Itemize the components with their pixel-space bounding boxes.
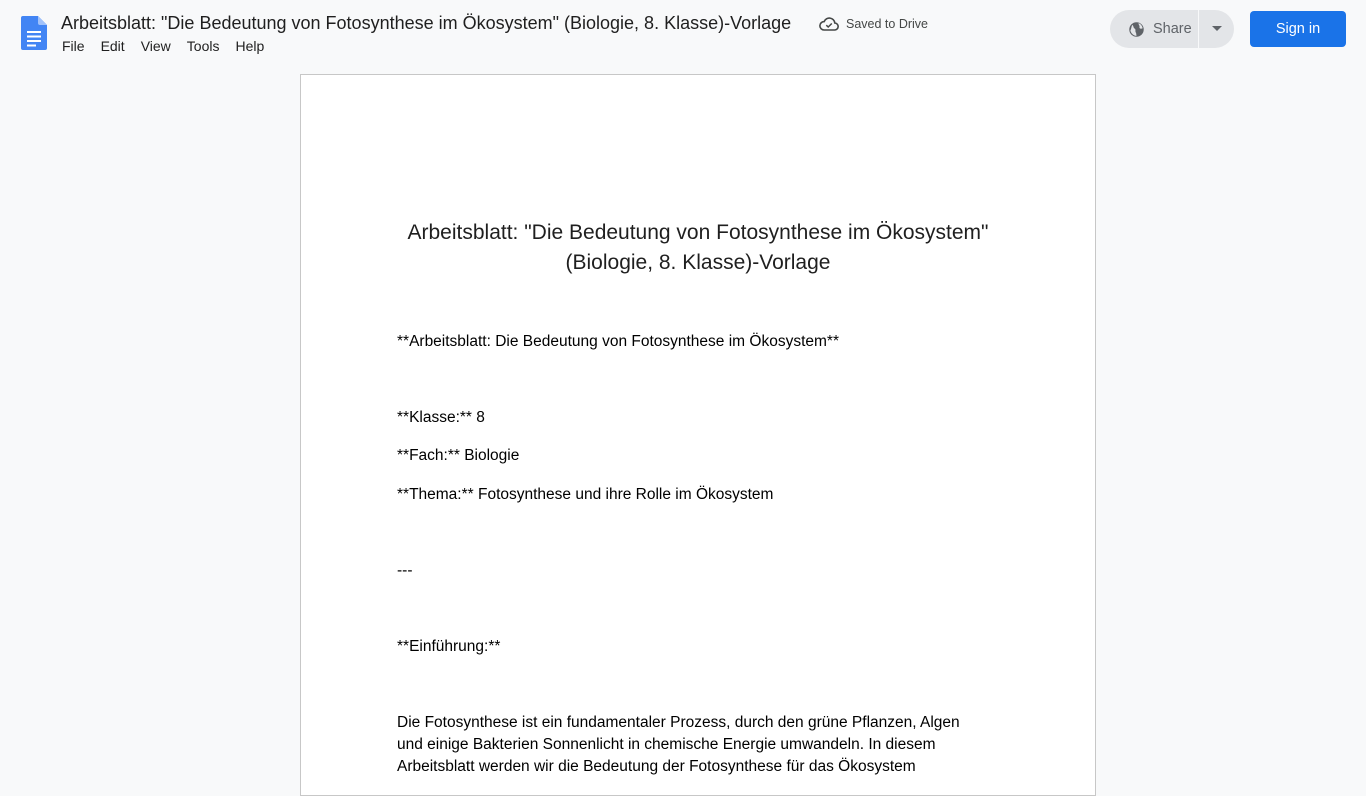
- menu-edit[interactable]: Edit: [100, 38, 125, 54]
- paragraph-title: **Arbeitsblatt: Die Bedeutung von Fotosynthese im Ökosystem**: [397, 333, 839, 350]
- paragraph-fach: **Fach:** Biologie: [397, 447, 520, 464]
- heading-line-1: Arbeitsblatt: "Die Bedeutung von Fotosynthese im Ökosystem": [407, 221, 989, 244]
- menu-bar: [54, 36, 272, 56]
- share-button-group: [1110, 10, 1234, 48]
- menu-tools[interactable]: Tools: [186, 38, 220, 54]
- menu-help[interactable]: Help: [235, 38, 265, 54]
- menu-view[interactable]: View: [140, 38, 171, 54]
- share-button[interactable]: [1110, 10, 1198, 48]
- paragraph-separator: ---: [397, 562, 413, 579]
- paragraph-thema: **Thema:** Fotosynthese und ihre Rolle im Ökosystem: [397, 486, 774, 503]
- document-page[interactable]: [300, 74, 1096, 796]
- paragraph-intro: Die Fotosynthese ist ein fundamentaler Prozess, durch den grüne Pflanzen, Algen und einige Bakterien Sonnenlicht in chemische Energie umwandeln. In diesem Arbeitsblatt werden wir die Bedeutung der Fotosynthese für das Ökosystem: [397, 714, 960, 775]
- save-status-label: Saved to Drive: [846, 17, 928, 31]
- share-options-button[interactable]: [1199, 10, 1234, 48]
- menu-file[interactable]: File: [62, 38, 85, 54]
- save-status[interactable]: [819, 14, 928, 34]
- document-title[interactable]: Arbeitsblatt: "Die Bedeutung von Fotosynthese im Ökosystem" (Biologie, 8. Klasse)-Vorlage: [61, 13, 792, 33]
- paragraph-einfuehrung: **Einführung:**: [397, 638, 501, 655]
- docs-logo-icon[interactable]: [21, 16, 47, 50]
- cloud-done-icon: [819, 17, 839, 31]
- top-bar: [0, 0, 1366, 64]
- sign-in-button[interactable]: Sign in: [1250, 11, 1346, 47]
- paragraph-klasse: **Klasse:** 8: [397, 409, 485, 426]
- caret-down-icon: [1212, 26, 1222, 32]
- globe-icon: [1128, 21, 1145, 38]
- document-heading: [397, 218, 999, 278]
- share-button-label: Share: [1153, 21, 1192, 37]
- heading-line-2: (Biologie, 8. Klasse)-Vorlage: [565, 251, 831, 274]
